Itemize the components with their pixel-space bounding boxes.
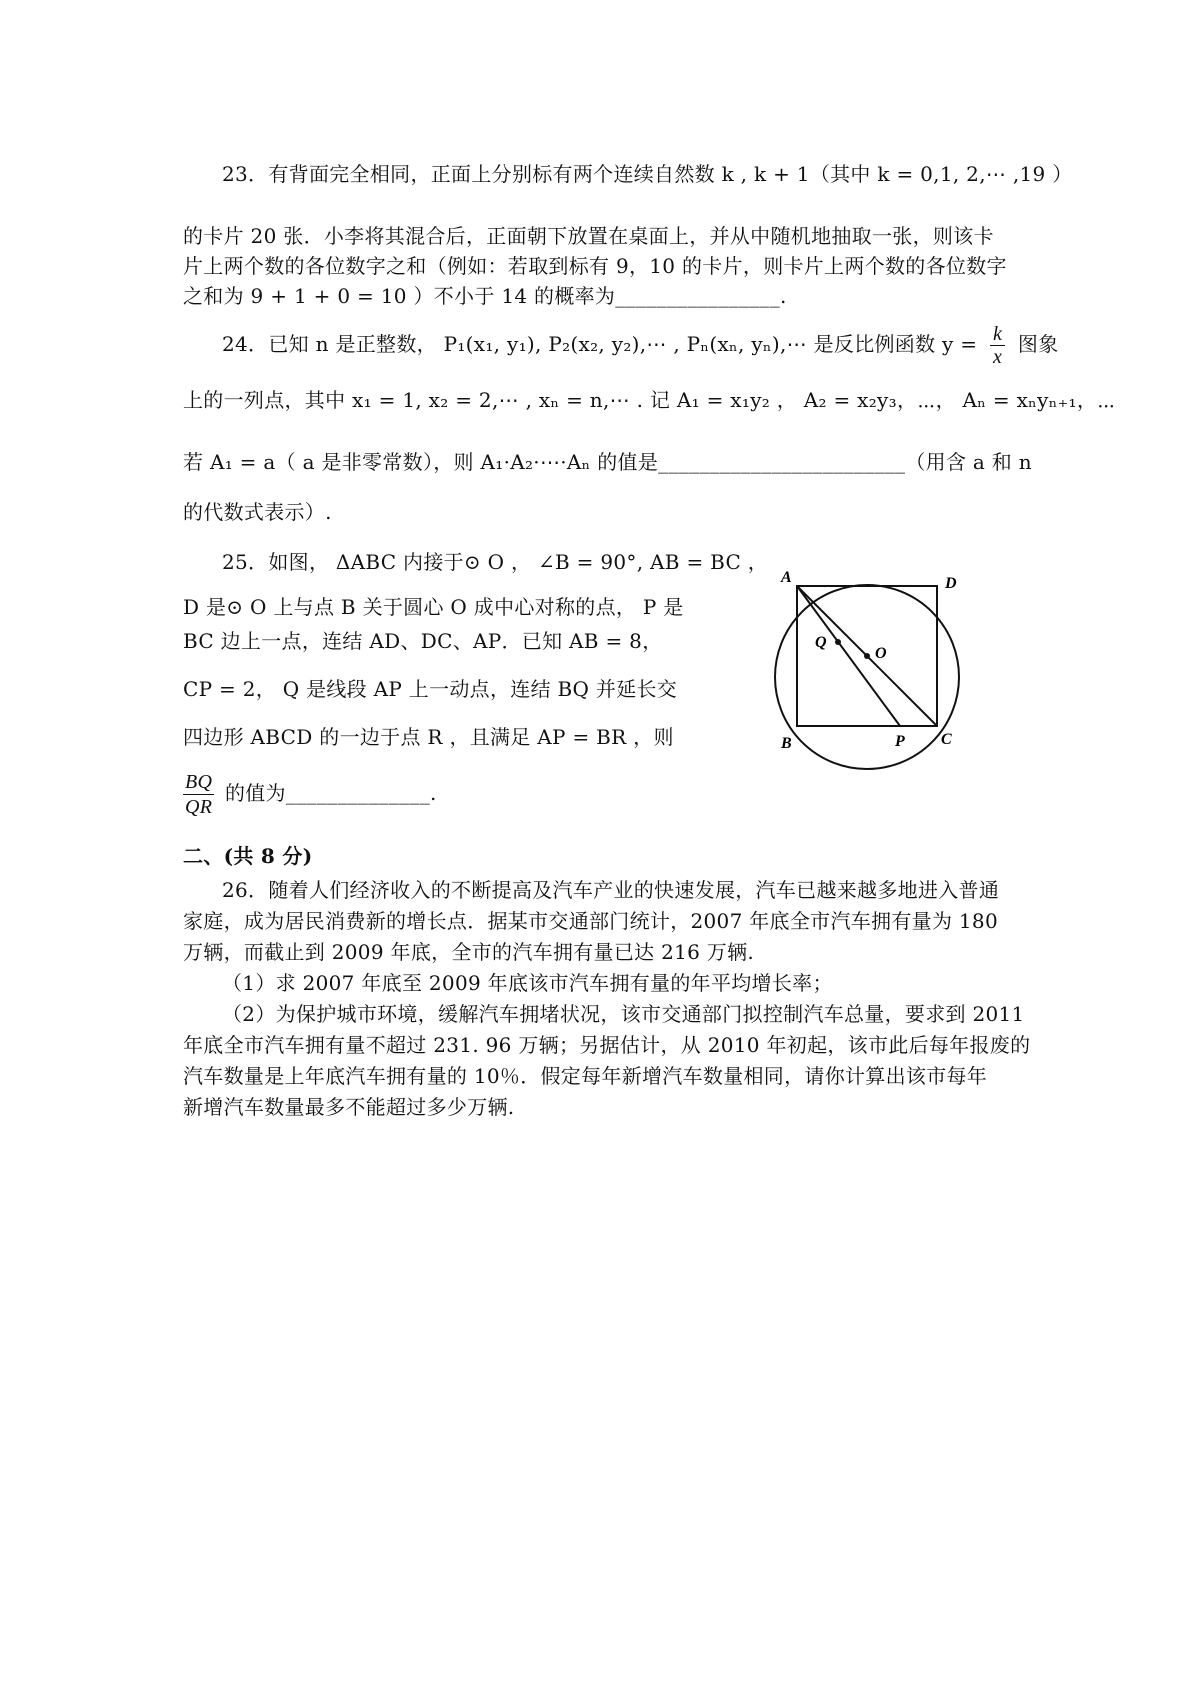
q25-line-1: 25．如图， ΔABC 内接于⊙ O ， ∠B = 90°, AB = BC ， [222,550,769,574]
label-p: P [895,733,905,750]
q25-line-3: BC 边上一点，连结 AD、DC、AP．已知 AB = 8， [183,629,663,653]
q24-line-3: 若 A₁ = a（ a 是非零常数），则 A₁·A₂·⋯·Aₙ 的值是________________________（用含 a 和 n [183,450,1032,474]
q25-line-5: 四边形 ABCD 的一边于点 R ，且满足 AP = BR ，则 [183,725,674,749]
q26-sub-2-line-1: （2）为保护城市环境，缓解汽车拥堵状况，该市交通部门拟控制汽车总量，要求到 2011 [222,1002,1025,1026]
q25-line-4: CP = 2， Q 是线段 AP 上一动点，连结 BQ 并延长交 [183,677,678,701]
q23-line-1: 23．有背面完全相同，正面上分别标有两个连续自然数 k , k + 1（其中 k = 0,1, 2,⋯ ,19 ） [222,162,1073,186]
label-a: A [781,569,792,586]
q26-sub-1: （1）求 2007 年底至 2009 年底该市汽车拥有量的年平均增长率； [222,971,833,995]
q25-line-6 [183,770,437,819]
q24-line-1-text: 24．已知 n 是正整数， P₁(x₁, y₁), P₂(x₂, y₂),⋯ , Pₙ(xₙ, yₙ),⋯ 是反比例函数 y = [222,332,978,356]
q25-line-2: D 是⊙ O 上与点 B 关于圆心 O 成中心对称的点， P 是 [183,595,684,619]
q26-line-2: 家庭，成为居民消费新的增长点．据某市交通部门统计，2007 年底全市汽车拥有量为 180 [183,909,998,933]
q24-fraction [990,323,1005,368]
q24-line-1 [222,323,1059,368]
q23-line-3: 片上两个数的各位数字之和（例如：若取到标有 9，10 的卡片，则卡片上两个数的各位数字 [183,254,1007,278]
q23-line-4: 之和为 9 + 1 + 0 = 10 ）不小于 14 的概率为________________. [183,284,787,308]
q24-line-2: 上的一列点，其中 x₁ = 1, x₂ = 2,⋯ , xₙ = n,⋯ . 记 A₁ = x₁y₂ ， A₂ = x₂y₃，⋯， Aₙ = xₙyₙ₊₁，⋯ [183,388,1116,412]
label-o: O [875,645,887,662]
q25-fraction-denominator: QR [185,796,213,818]
point-o [864,653,870,659]
circle-o [775,585,959,769]
q24-fraction-denominator: x [993,346,1003,368]
q24-line-4: 的代数式表示）. [183,500,332,524]
label-d: D [945,575,957,592]
q25-fraction-numerator: BQ [185,771,213,793]
label-c: C [941,731,952,748]
point-q [835,639,841,645]
section-2-heading: 二、(共 8 分) [183,844,313,868]
q26-sub-2-line-2: 年底全市汽车拥有量不超过 231. 96 万辆；另据估计，从 2010 年初起，该市此后每年报废的 [183,1033,1031,1057]
q25-fraction [183,770,214,819]
q26-sub-2-line-3: 汽车数量是上年底汽车拥有量的 10％．假定每年新增汽车数量相同，请你计算出该市每年 [183,1064,988,1088]
geometry-figure [755,560,1045,770]
label-b: B [781,735,792,752]
q24-line-1-end: 图象 [1017,332,1059,356]
q26-line-1: 26．随着人们经济收入的不断提高及汽车产业的快速发展，汽车已越来越多地进入普通 [222,878,1000,902]
label-q: Q [815,634,827,651]
q26-sub-2-line-4: 新增汽车数量最多不能超过多少万辆. [183,1095,515,1119]
q24-fraction-numerator: k [990,323,1005,346]
q23-line-2: 的卡片 20 张．小李将其混合后，正面朝下放置在桌面上，并从中随机地抽取一张，则该卡 [183,224,994,248]
q25-line-6-text: 的值为______________. [224,781,437,805]
q26-line-3: 万辆，而截止到 2009 年底，全市的汽车拥有量已达 216 万辆. [183,940,755,964]
